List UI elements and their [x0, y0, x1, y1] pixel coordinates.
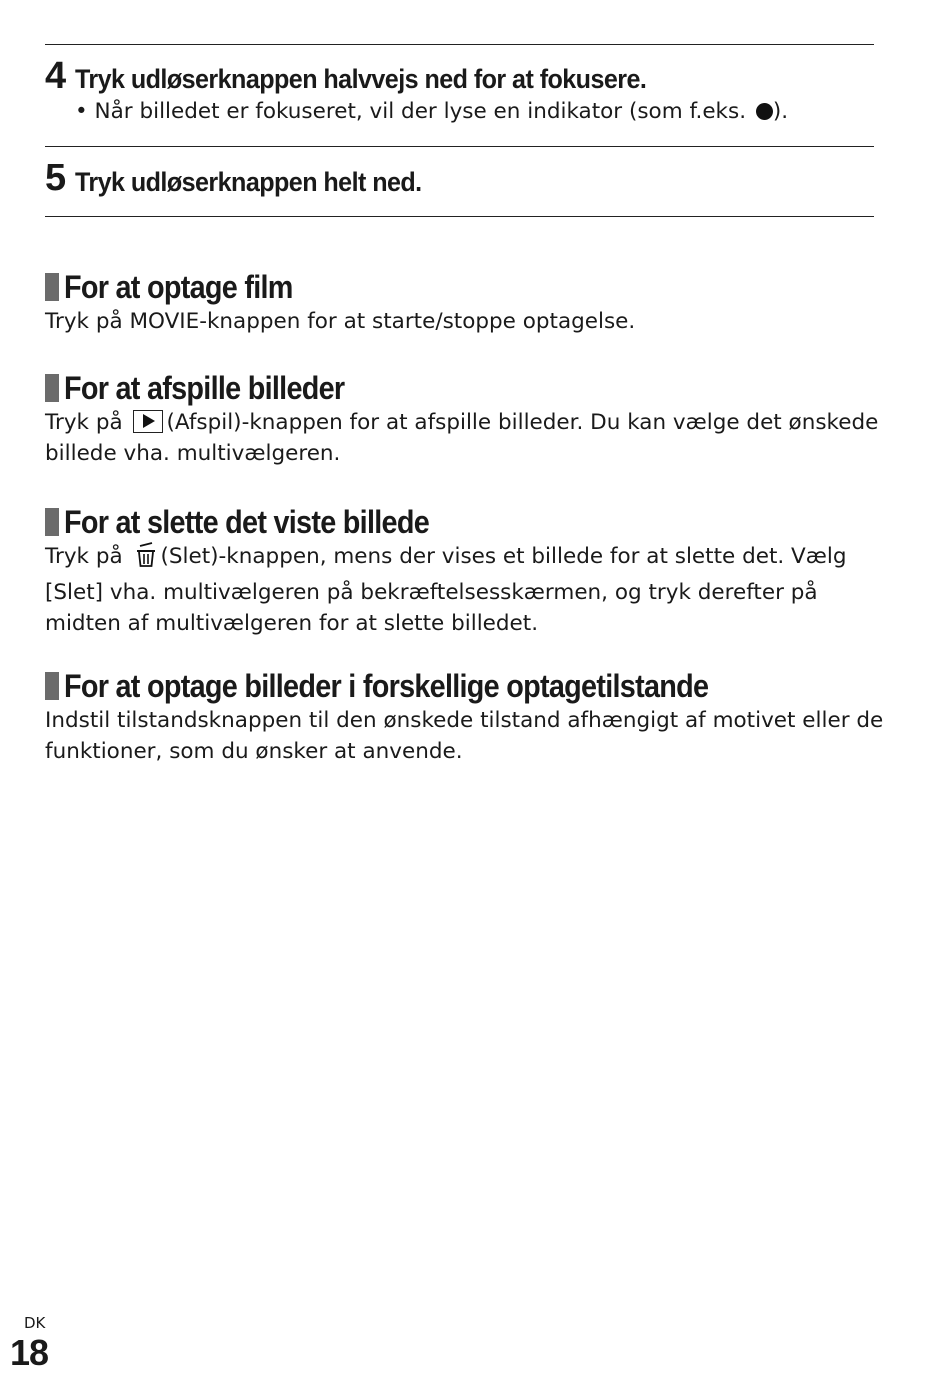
section-title: For at optage film — [64, 269, 293, 305]
section-bar — [45, 374, 59, 402]
step-title: Tryk udløserknappen halvvejs ned for at fokusere. — [75, 64, 647, 94]
section-body — [45, 541, 885, 639]
step-number: 5 — [45, 157, 66, 199]
section-title: For at slette det viste billede — [64, 504, 429, 540]
step-4 — [45, 56, 874, 136]
section-heading — [45, 504, 885, 540]
body-text: Tryk på — [45, 410, 130, 435]
trash-icon — [135, 542, 157, 577]
section-body: Tryk på MOVIE-knappen for at starte/stoppe optagelse. — [45, 309, 636, 334]
focus-indicator-dot-icon — [756, 103, 773, 120]
step-bullet — [75, 99, 788, 125]
rule-bottom — [45, 216, 874, 217]
section-delete — [45, 504, 885, 639]
step-number: 4 — [45, 55, 66, 97]
rule-middle — [45, 146, 874, 147]
section-title: For at afspille billeder — [64, 370, 345, 406]
rule-top — [45, 44, 874, 45]
section-bar — [45, 273, 59, 301]
bullet-text-end: ). — [772, 99, 789, 124]
body-text-end: (Slet)-knappen, mens der vises et billede for at slette det. Vælg [Slet] vha. multivælgeren på bekræftelsesskærmen, og tryk derefter på midten af multivælgeren for at slette billedet. — [45, 544, 847, 636]
section-body: Indstil tilstandsknappen til den ønskede tilstand afhængigt af motivet eller de funktioner, som du ønsker at anvende. — [45, 708, 884, 764]
section-heading — [45, 370, 885, 406]
section-title: For at optage billeder i forskellige optagetilstande — [64, 668, 709, 704]
section-playback — [45, 370, 885, 469]
section-heading — [45, 668, 885, 704]
play-button-icon — [133, 410, 163, 433]
section-record-movie — [45, 269, 885, 337]
bullet-text: • Når billedet er fokuseret, vil der lyse en indikator (som f.eks. — [75, 99, 753, 124]
page-number: 18 — [10, 1332, 49, 1373]
body-text-end: (Afspil)-knappen for at afspille billeder. Du kan vælge det ønskede billede vha. multivælgeren. — [45, 410, 879, 466]
step-title: Tryk udløserknappen helt ned. — [75, 167, 422, 197]
language-code: DK — [24, 1314, 46, 1332]
section-bar — [45, 672, 59, 700]
section-shooting-modes — [45, 668, 885, 767]
step-5 — [45, 158, 874, 208]
section-body — [45, 407, 885, 469]
section-bar — [45, 508, 59, 536]
body-text: Tryk på — [45, 544, 130, 569]
section-heading — [45, 269, 885, 305]
